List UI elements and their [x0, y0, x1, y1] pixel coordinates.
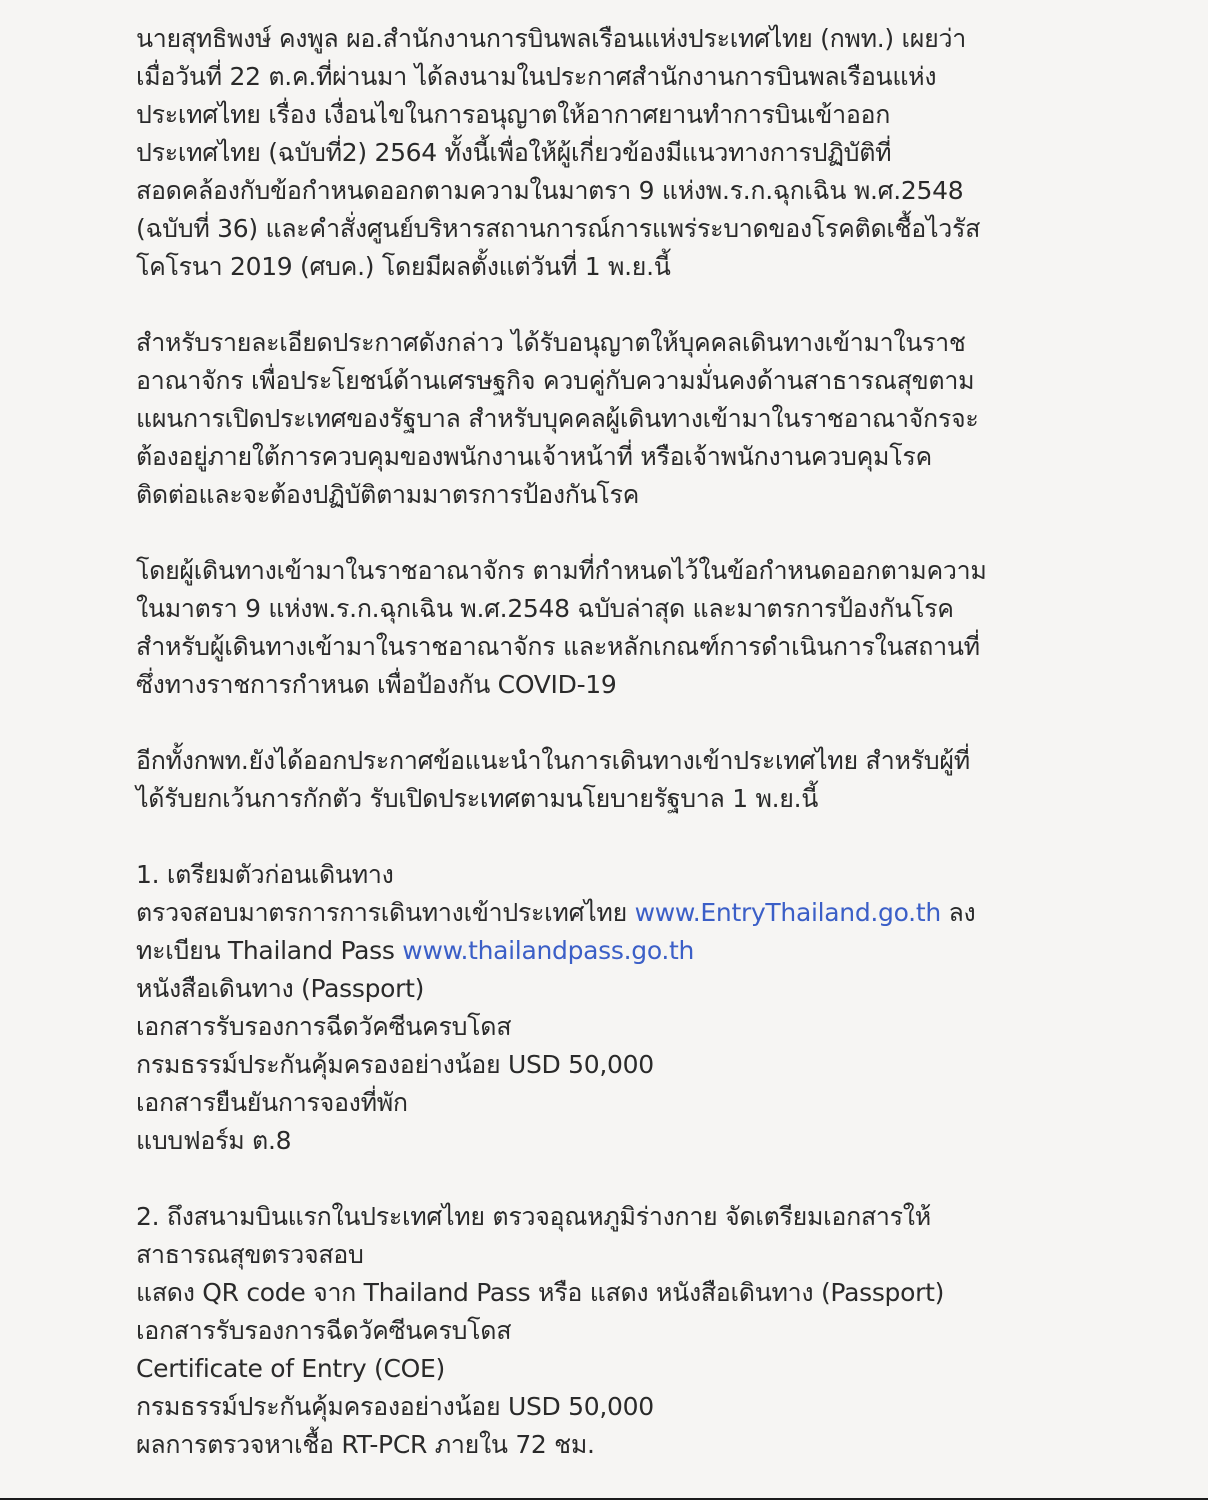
- list-item: แสดง QR code จาก Thailand Pass หรือ แสดง หนังสือเดินทาง (Passport): [136, 1278, 945, 1307]
- list-item: เอกสารรับรองการฉีดวัคซีนครบโดส: [136, 1012, 512, 1041]
- text-line: สำหรับรายละเอียดประกาศดังกล่าว ได้รับอนุญาตให้บุคคลเดินทางเข้ามาในราช: [136, 328, 966, 357]
- register-prefix: ทะเบียน Thailand Pass: [136, 936, 403, 965]
- entry-check-prefix: ตรวจสอบมาตรการการเดินทางเข้าประเทศไทย: [136, 898, 635, 927]
- text-line: แผนการเปิดประเทศของรัฐบาล สำหรับบุคคลผู้เดินทางเข้ามาในราชอาณาจักรจะ: [136, 404, 979, 433]
- list-item: กรมธรรม์ประกันคุ้มครองอย่างน้อย USD 50,000: [136, 1392, 654, 1421]
- paragraph-spacer: [136, 1160, 1136, 1198]
- entry-check-line: [136, 894, 1136, 932]
- text-line: ต้องอยู่ภายใต้การควบคุมของพนักงานเจ้าหน้าที่ หรือเจ้าพนักงานควบคุมโรค: [136, 442, 932, 471]
- list-item: หนังสือเดินทาง (Passport): [136, 974, 425, 1003]
- paragraph-details: [136, 324, 1136, 514]
- text-line: (ฉบับที่ 36) และคำสั่งศูนย์บริหารสถานการณ์การแพร่ระบาดของโรคติดเชื้อไวรัส: [136, 214, 981, 243]
- list-item: เอกสารยืนยันการจองที่พัก: [136, 1088, 408, 1117]
- text-line: ประเทศไทย เรื่อง เงื่อนไขในการอนุญาตให้อากาศยานทำการบินเข้าออก: [136, 100, 891, 129]
- paragraph-announcement: [136, 20, 1136, 286]
- section-heading: 1. เตรียมตัวก่อนเดินทาง: [136, 860, 394, 889]
- article-body: [136, 20, 1136, 1464]
- list-item: เอกสารรับรองการฉีดวัคซีนครบโดส: [136, 1316, 512, 1345]
- text-line: ติดต่อและจะต้องปฏิบัติตามมาตรการป้องกันโรค: [136, 480, 640, 509]
- paragraph-advisory: [136, 742, 1136, 818]
- thailandpass-link[interactable]: www.thailandpass.go.th: [402, 936, 695, 965]
- text-line: ประเทศไทย (ฉบับที่2) 2564 ทั้งนี้เพื่อให้ผู้เกี่ยวข้องมีแนวทางการปฏิบัติที่: [136, 138, 892, 167]
- text-line: นายสุทธิพงษ์ คงพูล ผอ.สำนักงานการบินพลเรือนแห่งประเทศไทย (กพท.) เผยว่า: [136, 24, 966, 53]
- text-line: โคโรนา 2019 (ศบค.) โดยมีผลตั้งแต่วันที่ 1 พ.ย.นี้: [136, 252, 671, 281]
- paragraph-spacer: [136, 514, 1136, 552]
- paragraph-spacer: [136, 818, 1136, 856]
- list-item: แบบฟอร์ม ต.8: [136, 1126, 292, 1155]
- section-heading: สาธารณสุขตรวจสอบ: [136, 1240, 364, 1269]
- text-line: ในมาตรา 9 แห่งพ.ร.ก.ฉุกเฉิน พ.ศ.2548 ฉบับล่าสุด และมาตรการป้องกันโรค: [136, 594, 954, 623]
- section-prepare: [136, 856, 1136, 1160]
- paragraph-spacer: [136, 704, 1136, 742]
- text-line: อาณาจักร เพื่อประโยชน์ด้านเศรษฐกิจ ควบคู่กับความมั่นคงด้านสาธารณสุขตาม: [136, 366, 975, 395]
- text-line: ได้รับยกเว้นการกักตัว รับเปิดประเทศตามนโยบายรัฐบาล 1 พ.ย.นี้: [136, 784, 819, 813]
- text-line: ซึ่งทางราชการกำหนด เพื่อป้องกัน COVID-19: [136, 670, 617, 699]
- list-item: ผลการตรวจหาเชื้อ RT-PCR ภายใน 72 ชม.: [136, 1430, 595, 1459]
- text-line: สำหรับผู้เดินทางเข้ามาในราชอาณาจักร และหลักเกณฑ์การดำเนินการในสถานที่: [136, 632, 980, 661]
- list-item: Certificate of Entry (COE): [136, 1354, 445, 1383]
- list-item: กรมธรรม์ประกันคุ้มครองอย่างน้อย USD 50,000: [136, 1050, 654, 1079]
- paragraph-travelers: [136, 552, 1136, 704]
- section-arrival: [136, 1198, 1136, 1464]
- paragraph-spacer: [136, 286, 1136, 324]
- section-heading: 2. ถึงสนามบินแรกในประเทศไทย ตรวจอุณหภูมิร่างกาย จัดเตรียมเอกสารให้: [136, 1202, 931, 1231]
- text-line: สอดคล้องกับข้อกำหนดออกตามความในมาตรา 9 แห่งพ.ร.ก.ฉุกเฉิน พ.ศ.2548: [136, 176, 964, 205]
- entry-check-suffix: ลง: [940, 898, 976, 927]
- register-line: [136, 932, 1136, 970]
- entrythailand-link[interactable]: www.EntryThailand.go.th: [634, 898, 941, 927]
- text-line: โดยผู้เดินทางเข้ามาในราชอาณาจักร ตามที่กำหนดไว้ในข้อกำหนดออกตามความ: [136, 556, 987, 585]
- text-line: อีกทั้งกพท.ยังได้ออกประกาศข้อแนะนำในการเดินทางเข้าประเทศไทย สำหรับผู้ที่: [136, 746, 970, 775]
- text-line: เมื่อวันที่ 22 ต.ค.ที่ผ่านมา ได้ลงนามในประกาศสำนักงานการบินพลเรือนแห่ง: [136, 62, 937, 91]
